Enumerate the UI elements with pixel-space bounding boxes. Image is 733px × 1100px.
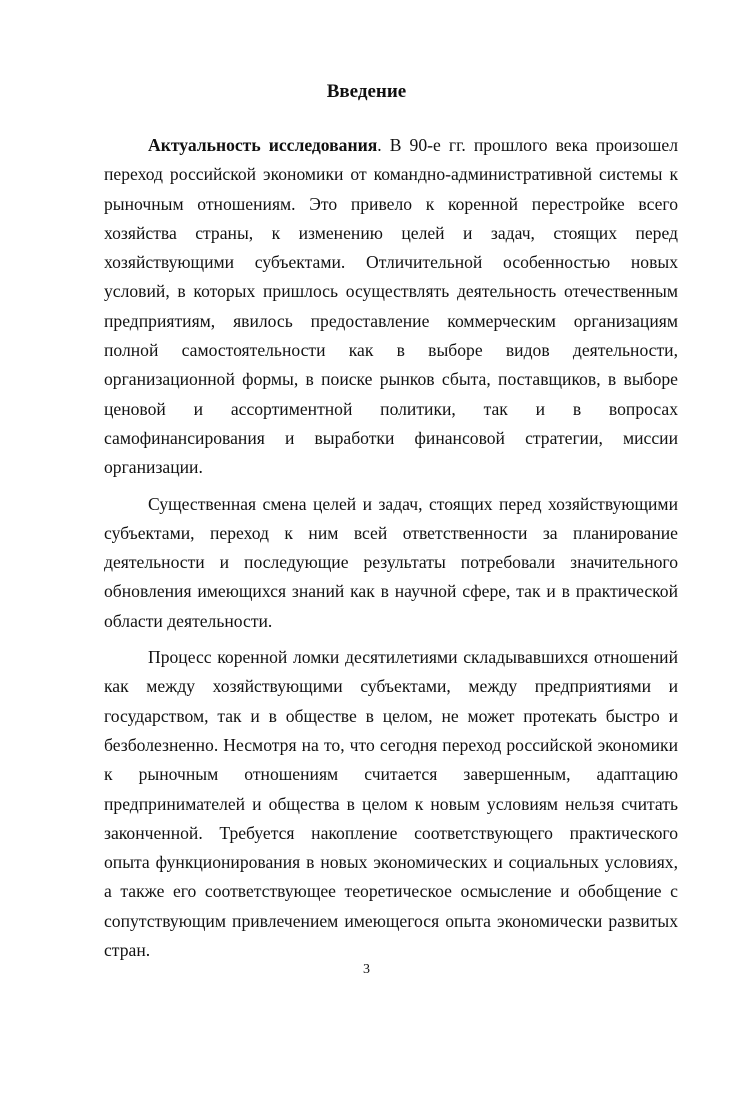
paragraph-transition-process: Процесс коренной ломки десятилетиями складывавшихся отношений как между хозяйствующими субъектами, между предприятиями и государством, так и в обществе в целом, не может протекать быстро и безболезненно. Несмотря на то, что сегодня переход российской экономики к рыночным отношениям считается завершенным, адаптацию предпринимателей и общества в целом к новым условиям нельзя считать законченной. Требуется накопление соответствующего практического опыта функционирования в новых экономических и социальных условиях, а также его соответствующее теоретическое осмысление и обобщение с сопутствующим привлечением имеющегося опыта экономически развитых стран. <box>104 647 678 961</box>
body-text <box>104 131 678 965</box>
paragraph-relevance <box>104 131 678 483</box>
paragraph-text: . В 90-е гг. прошлого века произошел переход российской экономики от командно-административной системы к рыночным отношениям. Это привело к коренной перестройке всего хозяйства страны, к изменению целей и задач, стоящих перед хозяйствующими субъектами. Отличительной особенностью новых условий, в которых пришлось осуществлять деятельность отечественным предприятиям, явилось предоставление коммерческим организациям полной самостоятельности как в выборе видов деятельности, организационной формы, в поиске рынков сбыта, поставщиков, в выборе ценовой и ассортиментной политики, так и в вопросах самофинансирования и выработки финансовой стратегии, миссии организации. <box>104 135 678 478</box>
page-title: Введение <box>326 81 407 102</box>
paragraph-lead: Актуальность исследования <box>148 135 378 155</box>
page-number: 3 <box>363 962 370 977</box>
paragraph-goals-change: Существенная смена целей и задач, стоящих перед хозяйствующими субъектами, переход к ним всей ответственности за планирование деятельности и последующие результаты потребовали значительного обновления имеющихся знаний как в научной сфере, так и в практической области деятельности. <box>104 493 678 631</box>
